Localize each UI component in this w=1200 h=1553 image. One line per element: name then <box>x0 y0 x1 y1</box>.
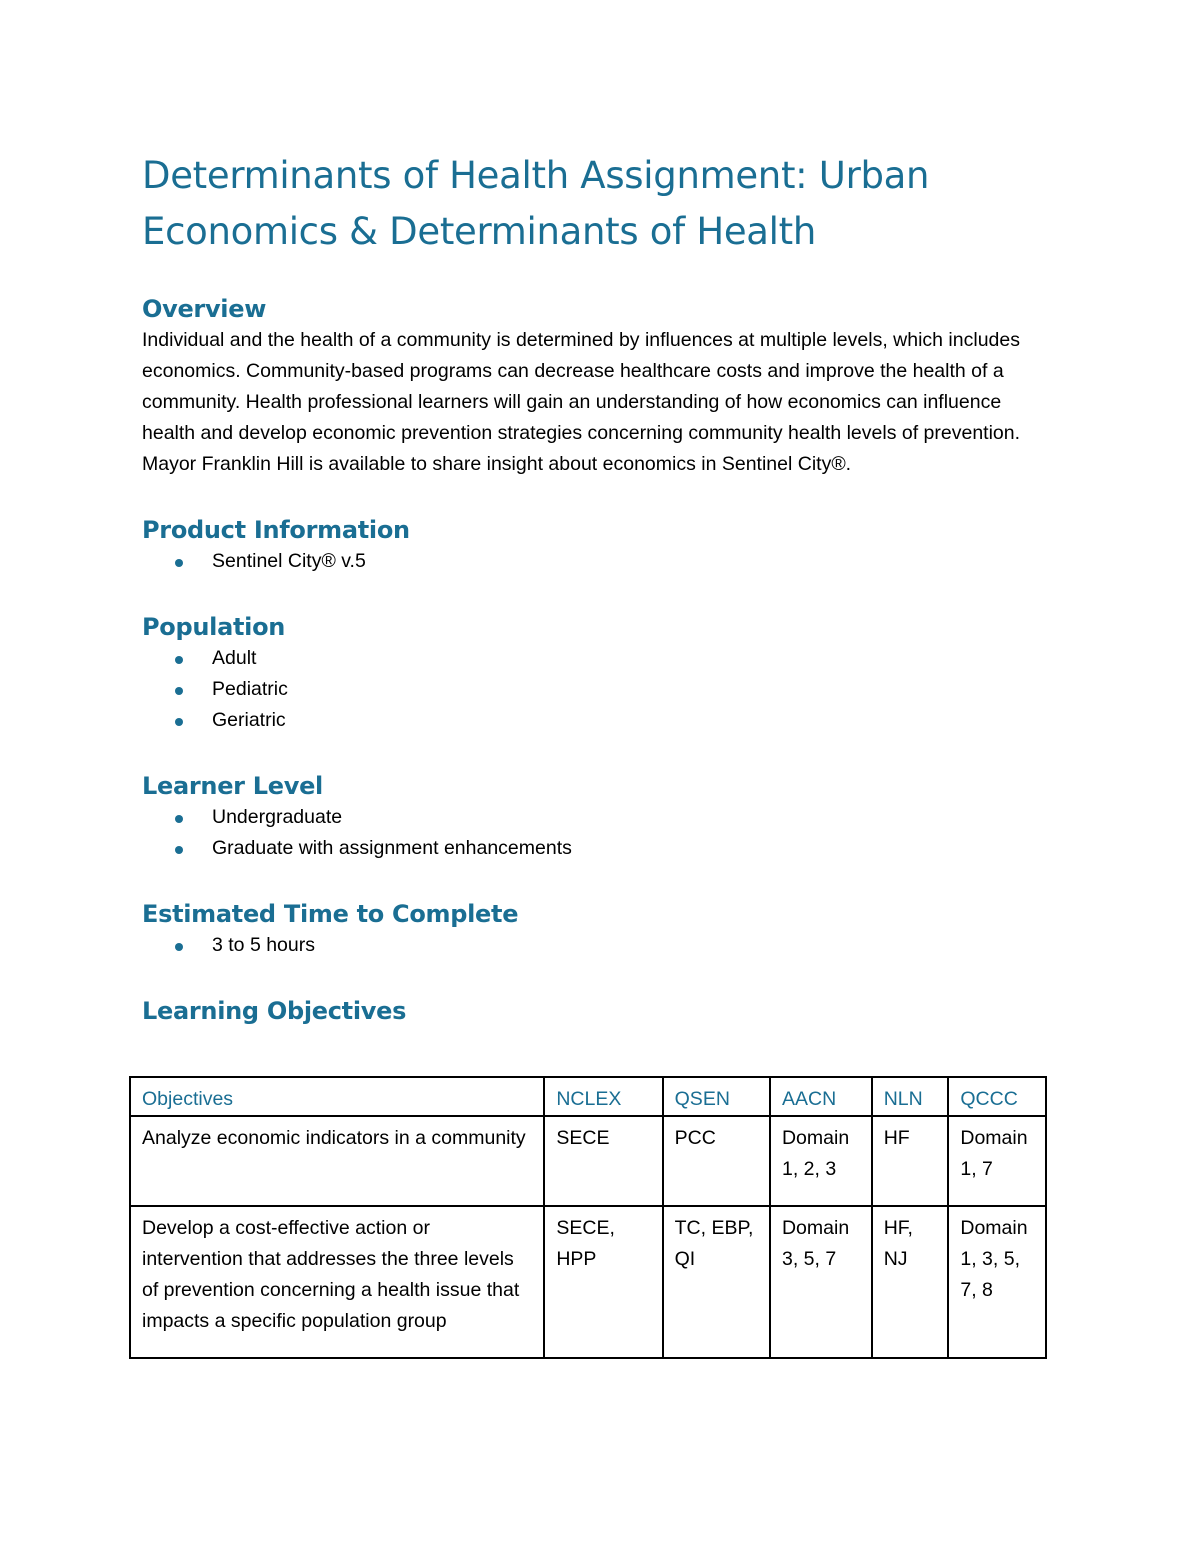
list-item: Adult <box>142 643 1062 674</box>
table-cell: Domain 3, 5, 7 <box>770 1206 872 1358</box>
estimated-time-heading: Estimated Time to Complete <box>142 900 519 928</box>
table-header-row <box>130 1077 1046 1116</box>
table-cell: HF <box>872 1116 949 1206</box>
list-item: Graduate with assignment enhancements <box>142 833 1062 864</box>
table-cell: TC, EBP, QI <box>663 1206 770 1358</box>
table-cell: Analyze economic indicators in a community <box>130 1116 544 1206</box>
population-heading: Population <box>142 613 286 641</box>
bullet-icon <box>175 815 183 823</box>
list-item: 3 to 5 hours <box>142 930 1062 961</box>
overview-text: Individual and the health of a community is determined by influences at multiple levels, which includes economics. Community-based programs can decrease healthcare costs and improve the health of a community. Health professional learners will gain an understanding of how economics can influence health and develop economic prevention strategies concerning community health levels of prevention. Mayor Franklin Hill is available to share insight about economics in Sentinel City®. <box>142 329 1021 475</box>
product-information-heading: Product Information <box>142 516 410 544</box>
table-cell: Develop a cost-effective action or intervention that addresses the three levels of prevention concerning a health issue that impacts a specific population group <box>130 1206 544 1358</box>
bullet-icon <box>175 687 183 695</box>
learner-level-list <box>142 802 1062 864</box>
learning-objectives-table <box>129 1076 1047 1359</box>
learning-objectives-heading: Learning Objectives <box>142 997 407 1025</box>
table-cell: SECE <box>544 1116 662 1206</box>
list-item: Undergraduate <box>142 802 1062 833</box>
document-title: Determinants of Health Assignment: Urban Economics & Determinants of Health <box>142 154 930 253</box>
column-header-objectives: Objectives <box>130 1077 544 1116</box>
table-cell: Domain 1, 7 <box>948 1116 1046 1206</box>
product-information-list <box>142 546 1062 577</box>
learner-level-heading: Learner Level <box>142 772 323 800</box>
table-cell: HF, NJ <box>872 1206 949 1358</box>
document-page <box>142 148 1062 1027</box>
overview-heading: Overview <box>142 295 267 323</box>
list-item: Pediatric <box>142 674 1062 705</box>
table-row <box>130 1206 1046 1358</box>
population-list <box>142 643 1062 736</box>
table-cell: PCC <box>663 1116 770 1206</box>
bullet-icon <box>175 718 183 726</box>
list-item: Sentinel City® v.5 <box>142 546 1062 577</box>
bullet-icon <box>175 656 183 664</box>
bullet-icon <box>175 846 183 854</box>
column-header-qccc: QCCC <box>948 1077 1046 1116</box>
estimated-time-list <box>142 930 1062 961</box>
column-header-aacn: AACN <box>770 1077 872 1116</box>
table-cell: Domain 1, 3, 5, 7, 8 <box>948 1206 1046 1358</box>
bullet-icon <box>175 559 183 567</box>
list-item: Geriatric <box>142 705 1062 736</box>
table-cell: SECE, HPP <box>544 1206 662 1358</box>
table-row <box>130 1116 1046 1206</box>
column-header-nln: NLN <box>872 1077 949 1116</box>
table-cell: Domain 1, 2, 3 <box>770 1116 872 1206</box>
bullet-icon <box>175 943 183 951</box>
column-header-qsen: QSEN <box>663 1077 770 1116</box>
column-header-nclex: NCLEX <box>544 1077 662 1116</box>
